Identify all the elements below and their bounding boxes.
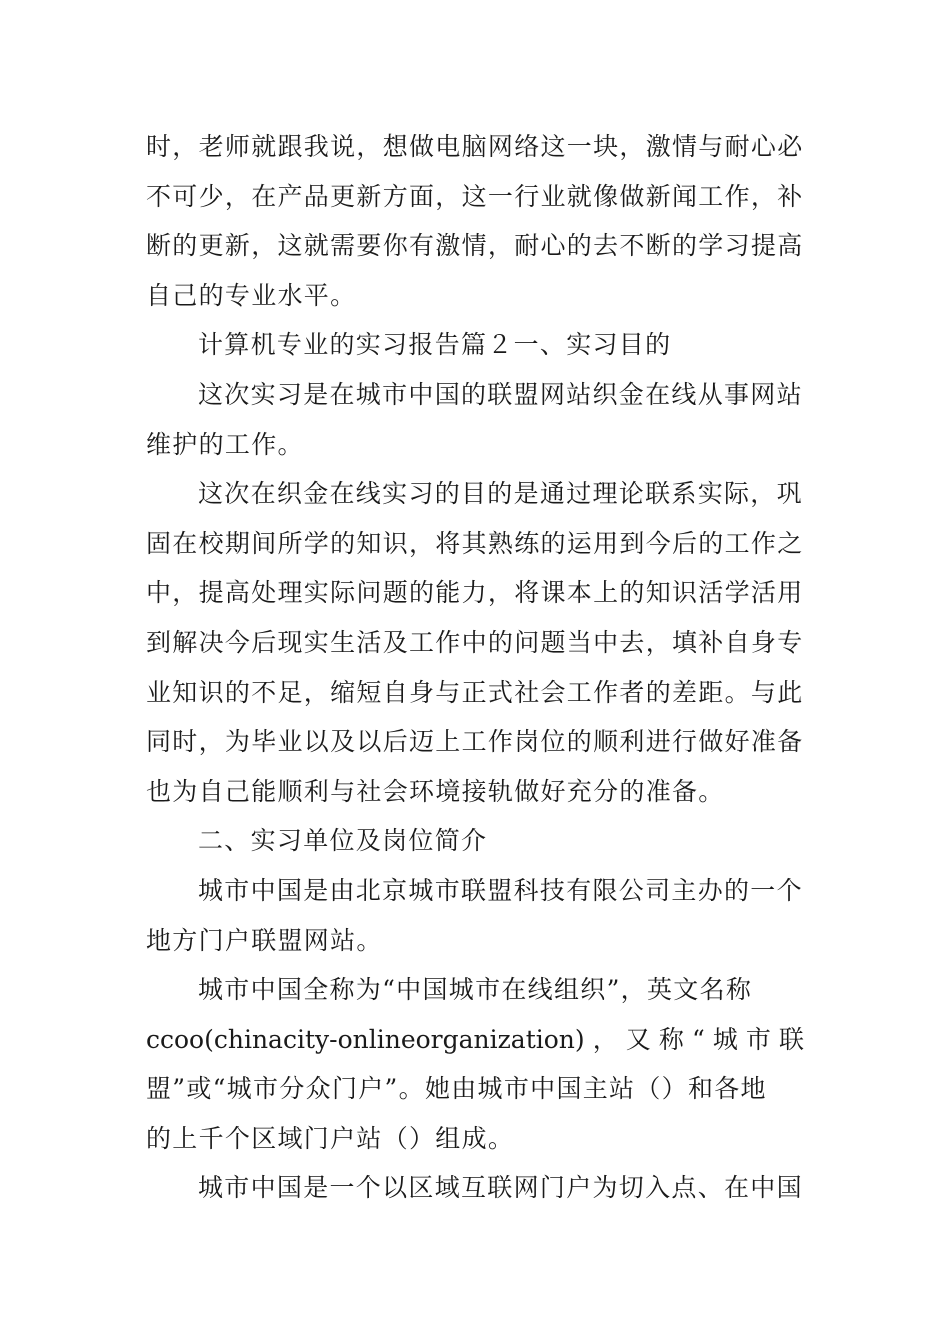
text-line: 到解决今后现实生活及工作中的问题当中去，填补自身专	[146, 627, 804, 657]
text-line: 固在校期间所学的知识，将其熟练的运用到今后的工作之	[146, 528, 804, 558]
text-line: 断的更新，这就需要你有激情，耐心的去不断的学习提高	[146, 231, 804, 261]
text-line: 地方门户联盟网站。	[146, 925, 383, 955]
text-line: 同时，为毕业以及以后迈上工作岗位的顺利进行做好准备	[146, 727, 804, 757]
text-line: 也为自己能顺利与社会环境接轨做好充分的准备。	[146, 776, 725, 806]
text-line: 这次在织金在线实习的目的是通过理论联系实际，巩	[198, 479, 803, 509]
text-line: 城市中国全称为“中国城市在线组织”，英文名称	[198, 975, 753, 1005]
text-line: 城市中国是由北京城市联盟科技有限公司主办的一个	[198, 875, 803, 905]
text-line: 盟”或“城市分众门户”。她由城市中国主站（）和各地	[146, 1074, 767, 1104]
text-line: 这次实习是在城市中国的联盟网站织金在线从事网站	[198, 379, 803, 409]
text-line: 维护的工作。	[146, 429, 304, 459]
text-line: 中，提高处理实际问题的能力，将课本上的知识活学活用	[146, 578, 804, 608]
document-body	[146, 122, 804, 1213]
text-line: 自己的专业水平。	[146, 280, 357, 310]
section-heading: 二、实习单位及岗位简介	[198, 826, 488, 856]
text-line: 时，老师就跟我说，想做电脑网络这一块，激情与耐心必	[146, 132, 804, 161]
text-line: ccoo(chinacity-onlineorganization)，又称“城市联	[146, 1024, 804, 1054]
section-heading: 计算机专业的实习报告篇２一、实习目的	[198, 330, 672, 360]
text-line: 不可少，在产品更新方面，这一行业就像做新闻工作，补	[146, 181, 804, 211]
text-line: 的上千个区域门户站（）组成。	[146, 1123, 515, 1153]
text-line: 业知识的不足，缩短自身与正式社会工作者的差距。与此	[146, 677, 804, 707]
text-line: 城市中国是一个以区域互联网门户为切入点、在中国	[198, 1173, 803, 1203]
